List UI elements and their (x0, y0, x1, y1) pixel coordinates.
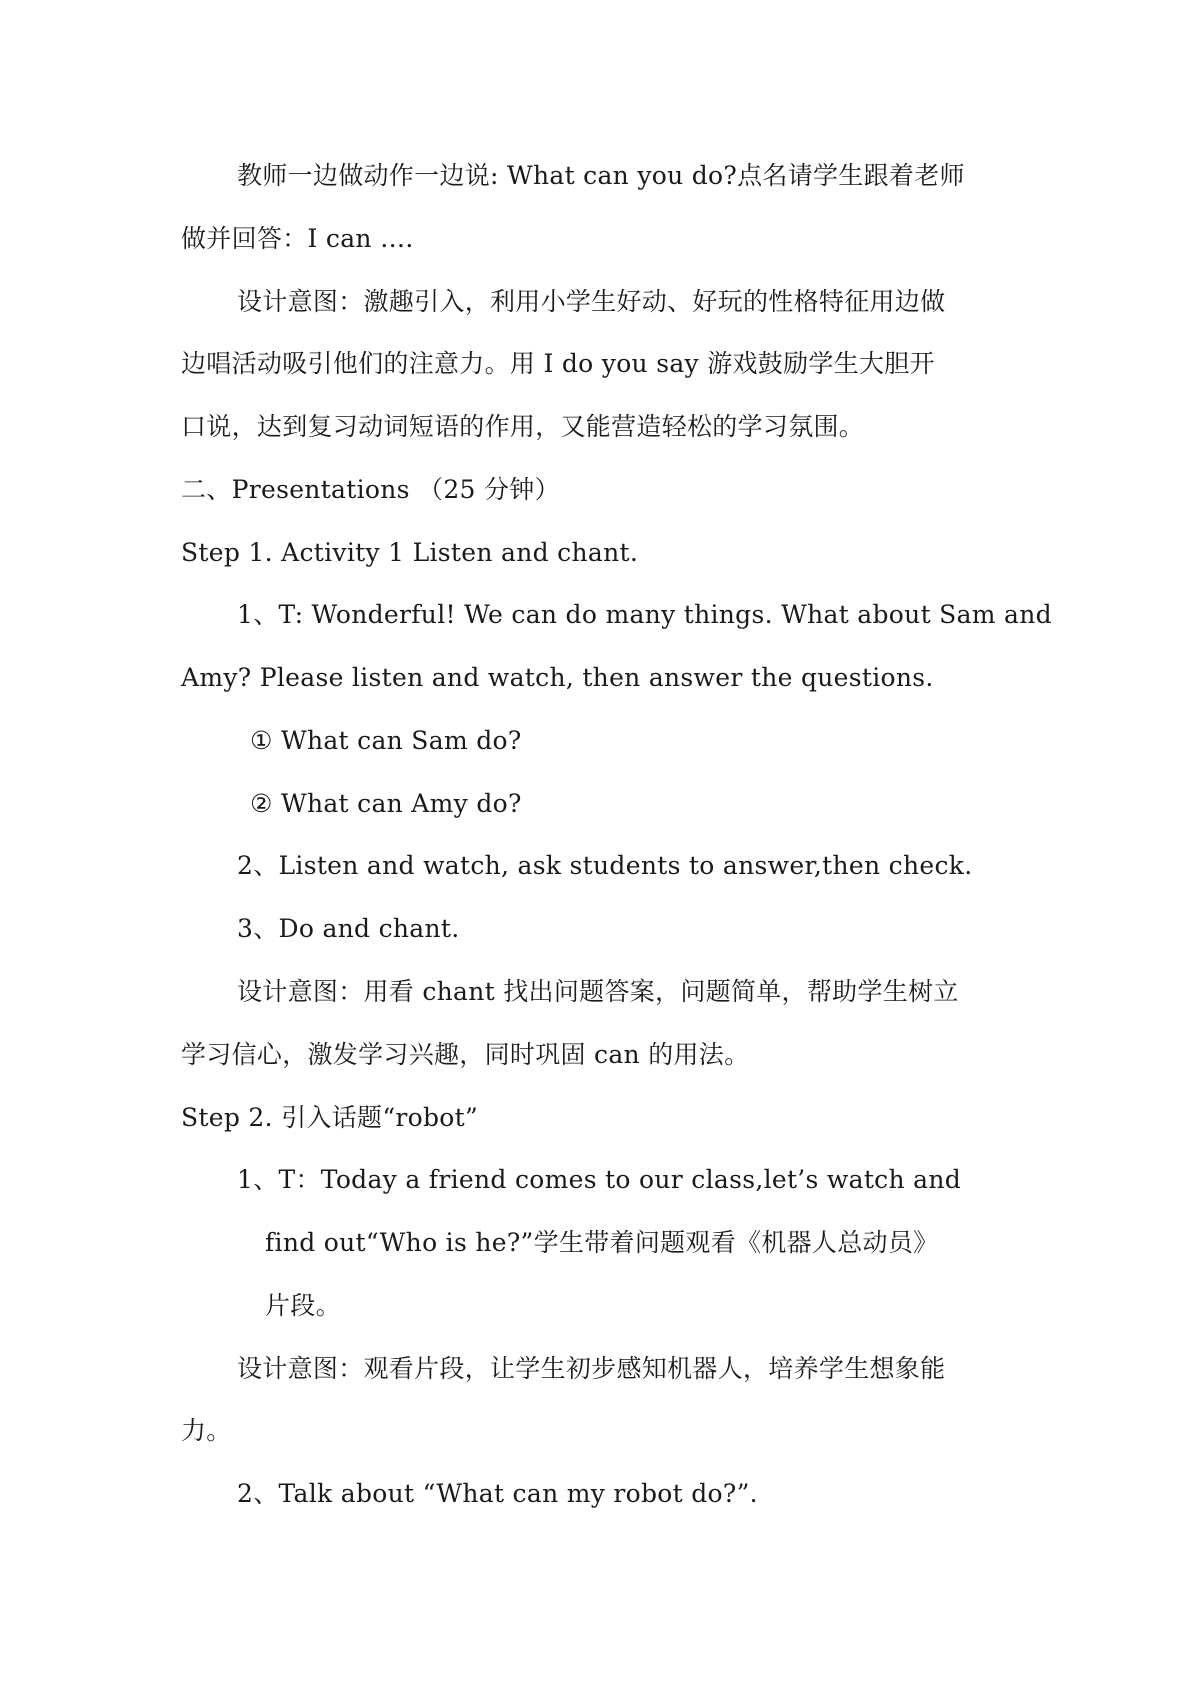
paragraph-line: 设计意图：激趣引入，利用小学生好动、好玩的性格特征用边做 (237, 287, 946, 316)
section-heading: 二、Presentations （25 分钟） (181, 475, 560, 504)
paragraph-line: 边唱活动吸引他们的注意力。用 I do you say 游戏鼓励学生大胆开 (181, 349, 935, 378)
paragraph-line: 设计意图：用看 chant 找出问题答案，问题简单，帮助学生树立 (237, 977, 959, 1006)
step-heading: Step 1. Activity 1 Listen and chant. (181, 538, 639, 567)
paragraph-line: 教师一边做动作一边说: What can you do?点名请学生跟着老师 (237, 161, 965, 190)
paragraph-line: 片段。 (265, 1291, 341, 1320)
paragraph-line: 1、T: Wonderful! We can do many things. What about Sam and (237, 600, 1052, 629)
paragraph-line: 1、T：Today a friend comes to our class,let’s watch and (237, 1165, 962, 1194)
step-heading: Step 2. 引入话题“robot” (181, 1103, 479, 1132)
paragraph-line: 做并回答：I can …. (181, 224, 414, 253)
paragraph-line: 3、Do and chant. (237, 914, 460, 943)
question-item: ① What can Sam do? (250, 726, 522, 755)
paragraph-line: 学习信心，激发学习兴趣，同时巩固 can 的用法。 (181, 1040, 750, 1069)
paragraph-line: 力。 (181, 1416, 232, 1445)
paragraph-line: 2、Talk about “What can my robot do?”. (237, 1479, 758, 1508)
paragraph-line: Amy? Please listen and watch, then answer the questions. (181, 663, 934, 692)
paragraph-line: 口说，达到复习动词短语的作用，又能营造轻松的学习氛围。 (181, 412, 865, 441)
question-item: ② What can Amy do? (250, 789, 522, 818)
paragraph-line: 设计意图：观看片段，让学生初步感知机器人，培养学生想象能 (237, 1354, 946, 1383)
paragraph-line: 2、Listen and watch, ask students to answer,then check. (237, 851, 973, 880)
paragraph-line: find out“Who is he?”学生带着问题观看《机器人总动员》 (265, 1228, 939, 1257)
